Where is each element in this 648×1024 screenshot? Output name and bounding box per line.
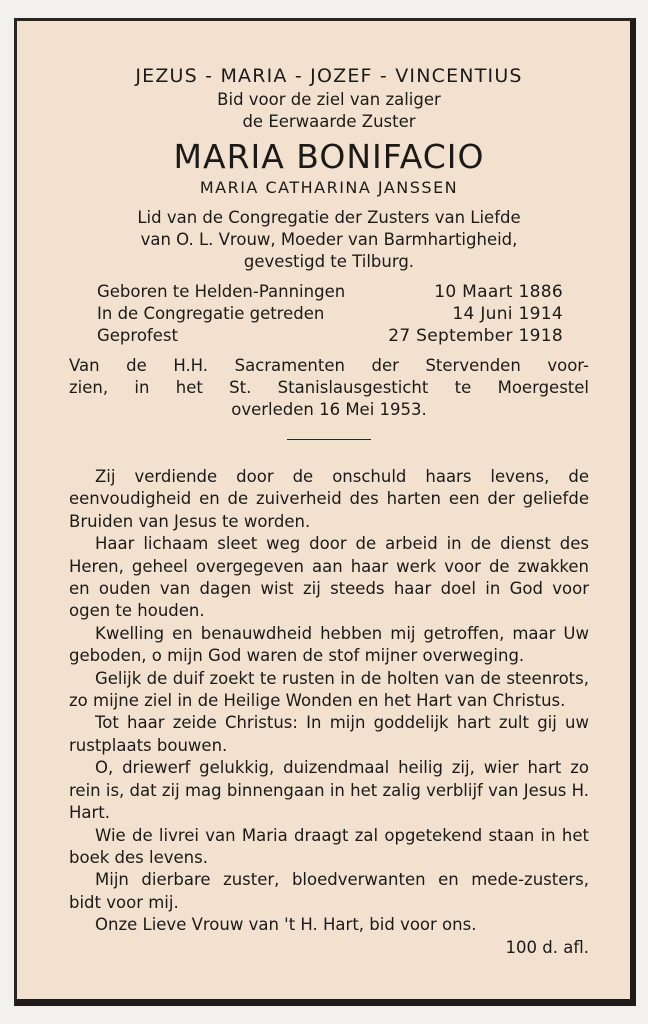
paragraph: Kwelling en benauwdheid hebben mij getroffen, maar Uw geboden, o mijn God waren de stof mijner overweging. [69, 623, 589, 666]
devotional-text [69, 466, 589, 959]
paragraph: Zij verdiende door de onschuld haars levens, de eenvoudigheid en de zuiverheid des harten een der geliefde Bruiden van Jesus te worden. [69, 467, 589, 531]
date-label: Geprofest [97, 326, 178, 345]
date-row-profession [97, 325, 563, 347]
date-label: In de Congregatie getreden [97, 304, 325, 323]
death-line: overleden 16 Mei 1953. [231, 400, 427, 419]
death-line: Van de H.H. Sacramenten der Stervenden voor- [69, 356, 589, 375]
paragraph: Mijn dierbare zuster, bloedverwanten en mede-zusters, bidt voor mij. [69, 870, 589, 912]
date-value: 10 Maart 1886 [434, 282, 563, 302]
prayer-intro [69, 89, 589, 133]
intro-line: de Eerwaarde Zuster [242, 112, 416, 131]
life-dates [97, 281, 563, 347]
card-content [69, 63, 589, 959]
date-row-entry [97, 303, 563, 325]
paragraph: Haar lichaam sleet weg door de arbeid in de dienst des Heren, geheel overgegeven aan haar werk voor de zwakken en ouden van dagen wist zij steeds haar doel in God voor ogen te houden. [69, 534, 589, 621]
memorial-card [14, 18, 636, 1006]
intro-line: Bid voor de ziel van zaliger [217, 90, 441, 109]
date-row-birth [97, 281, 563, 303]
divider [287, 439, 371, 440]
paragraph: Tot haar zeide Christus: In mijn goddelijk hart zult gij uw rustplaats bouwen. [69, 713, 589, 755]
indulgence-note: 100 d. afl. [505, 937, 589, 957]
congregation-text [69, 207, 589, 273]
congregation-line: gevestigd te Tilburg. [243, 252, 415, 271]
paragraph: Gelijk de duif zoekt te rusten in de holten van de steenrots, zo mijne ziel in de Heilige Wonden en het Hart van Christus. [69, 668, 589, 711]
paragraph: O, driewerf gelukkig, duizendmaal heilig zij, wier hart zo rein is, dat zij mag binnengaan in het zalig verblijf van Jesus H. Hart. [69, 758, 589, 823]
invocation-header: JEZUS - MARIA - JOZEF - VINCENTIUS [135, 65, 523, 87]
date-value: 27 September 1918 [388, 326, 563, 346]
civil-name: MARIA CATHARINA JANSSEN [199, 178, 459, 197]
religious-name: MARIA BONIFACIO [173, 137, 485, 176]
date-value: 14 Juni 1914 [452, 304, 563, 324]
congregation-line: van O. L. Vrouw, Moeder van Barmhartigheid, [140, 230, 518, 249]
date-label: Geboren te Helden-Panningen [97, 282, 346, 301]
paragraph: Onze Lieve Vrouw van 't H. Hart, bid voor ons. [95, 915, 477, 935]
death-line: zien, in het St. Stanislausgesticht te Moergestel [69, 378, 589, 397]
congregation-line: Lid van de Congregatie der Zusters van Liefde [137, 208, 521, 227]
death-notice [69, 355, 589, 421]
paragraph: Wie de livrei van Maria draagt zal opgetekend staan in het boek des levens. [69, 825, 589, 867]
